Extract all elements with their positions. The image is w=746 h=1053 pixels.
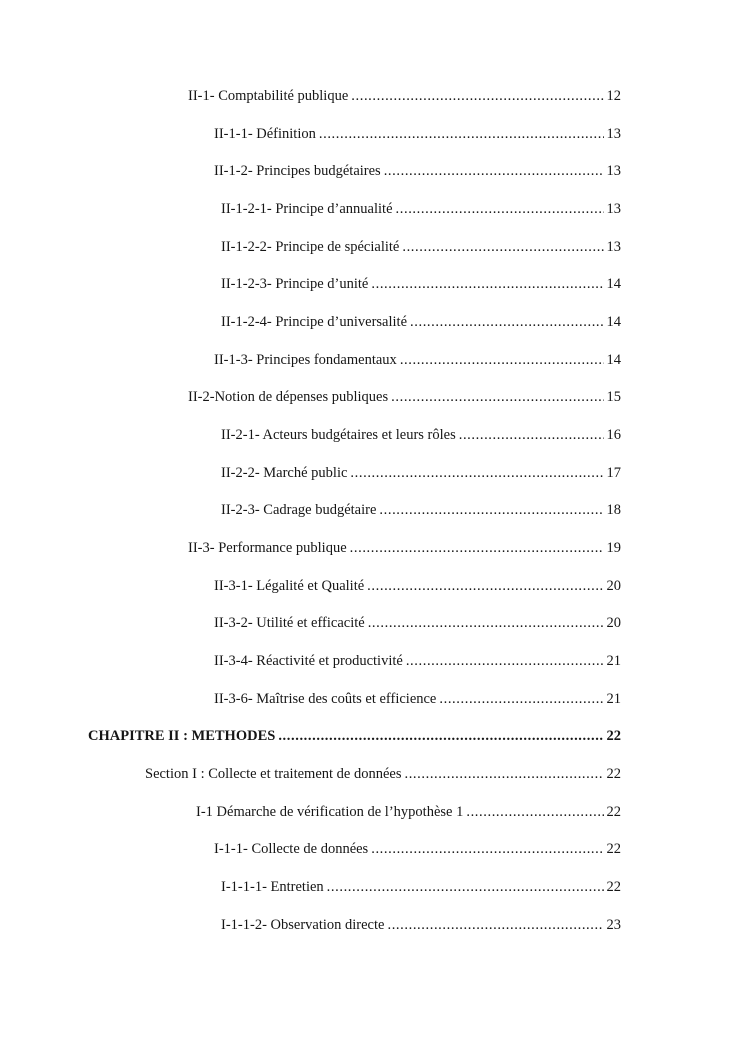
toc-entry[interactable]	[0, 153, 621, 191]
toc-entry-page-number: 13	[606, 125, 621, 142]
toc-entry[interactable]	[0, 530, 621, 568]
toc-entry[interactable]	[0, 191, 621, 229]
toc-entry-label: II-1-2-2- Principe de spécialité	[221, 238, 400, 255]
toc-entry[interactable]	[0, 869, 621, 907]
table-of-contents	[0, 78, 621, 944]
toc-entry-page-number: 12	[606, 88, 621, 104]
toc-entry-page-number: 14	[606, 276, 621, 293]
toc-entry-label: II-2-3- Cadrage budgétaire	[221, 502, 377, 519]
toc-entry-page-number: 17	[606, 464, 621, 481]
toc-entry-label: II-2-1- Acteurs budgétaires et leurs rôles	[221, 427, 456, 444]
toc-entry-page-number: 20	[606, 577, 621, 594]
toc-entry-page-number: 13	[606, 163, 621, 180]
toc-entry[interactable]	[0, 718, 621, 756]
toc-entry-page-number: 21	[606, 653, 621, 670]
toc-entry[interactable]	[0, 605, 621, 643]
toc-leader-dots	[379, 492, 603, 530]
toc-entry[interactable]	[0, 379, 621, 417]
toc-entry[interactable]	[0, 681, 621, 719]
toc-entry-page-number: 15	[606, 389, 621, 406]
toc-leader-dots	[278, 718, 603, 756]
toc-leader-dots	[396, 191, 604, 229]
toc-leader-dots	[384, 153, 604, 191]
toc-leader-dots	[327, 869, 604, 907]
toc-entry-page-number: 21	[606, 690, 621, 707]
toc-entry[interactable]	[0, 342, 621, 380]
toc-entry-label: II-1-2-3- Principe d’unité	[221, 276, 369, 293]
toc-entry-page-number: 13	[606, 238, 621, 255]
toc-entry-label: II-1-2-4- Principe d’universalité	[221, 314, 408, 331]
toc-entry-page-number: 22	[606, 841, 621, 858]
toc-leader-dots	[371, 266, 603, 304]
toc-entry-label: II-1-1- Définition	[214, 125, 316, 142]
toc-entry-label: II-1- Comptabilité publique	[188, 88, 349, 104]
toc-leader-dots	[350, 530, 604, 568]
toc-entry[interactable]	[0, 78, 621, 116]
toc-entry-page-number: 22	[606, 766, 621, 783]
toc-entry-page-number: 19	[606, 540, 621, 557]
toc-leader-dots	[367, 568, 603, 606]
toc-entry-page-number: 14	[606, 314, 621, 331]
toc-entry-label: II-1-3- Principes fondamentaux	[214, 351, 397, 368]
toc-entry-page-number: 22	[606, 728, 621, 745]
toc-entry[interactable]	[0, 492, 621, 530]
toc-entry[interactable]	[0, 756, 621, 794]
toc-entry[interactable]	[0, 417, 621, 455]
toc-entry[interactable]	[0, 266, 621, 304]
toc-entry-label: I-1-1- Collecte de données	[214, 841, 369, 858]
toc-leader-dots	[350, 455, 603, 493]
toc-entry[interactable]	[0, 831, 621, 869]
toc-entry[interactable]	[0, 794, 621, 832]
toc-entry[interactable]	[0, 455, 621, 493]
toc-entry[interactable]	[0, 643, 621, 681]
toc-leader-dots	[402, 229, 603, 267]
toc-entry[interactable]	[0, 304, 621, 342]
toc-entry-page-number: 14	[606, 351, 621, 368]
toc-leader-dots	[439, 681, 603, 719]
toc-entry-label: II-3-2- Utilité et efficacité	[214, 615, 365, 632]
toc-entry-label: II-3- Performance publique	[188, 540, 347, 557]
toc-leader-dots	[400, 342, 604, 380]
toc-entry-label: II-3-1- Légalité et Qualité	[214, 577, 365, 594]
toc-entry-label: II-2-Notion de dépenses publiques	[188, 389, 389, 406]
toc-entry-page-number: 18	[606, 502, 621, 519]
toc-entry-label: II-1-2- Principes budgétaires	[214, 163, 381, 180]
toc-leader-dots	[387, 907, 603, 945]
toc-entry[interactable]	[0, 907, 621, 945]
toc-leader-dots	[459, 417, 604, 455]
toc-entry-label: CHAPITRE II : METHODES	[88, 728, 276, 745]
toc-entry-page-number: 22	[606, 803, 621, 820]
toc-leader-dots	[368, 605, 604, 643]
toc-leader-dots	[351, 78, 603, 116]
toc-entry-page-number: 22	[606, 879, 621, 896]
toc-entry-label: II-2-2- Marché public	[221, 464, 348, 481]
toc-entry-label: II-1-2-1- Principe d’annualité	[221, 201, 393, 218]
toc-entry[interactable]	[0, 229, 621, 267]
toc-entry-page-number: 16	[606, 427, 621, 444]
toc-entry-page-number: 13	[606, 201, 621, 218]
toc-entry-label: I-1 Démarche de vérification de l’hypothèse 1	[196, 803, 464, 820]
toc-entry[interactable]	[0, 568, 621, 606]
toc-entry-page-number: 23	[606, 916, 621, 933]
toc-entry-label: Section I : Collecte et traitement de données	[145, 766, 402, 783]
toc-entry-label: II-3-4- Réactivité et productivité	[214, 653, 403, 670]
toc-leader-dots	[406, 643, 604, 681]
toc-entry-label: I-1-1-2- Observation directe	[221, 916, 385, 933]
toc-leader-dots	[391, 379, 603, 417]
toc-leader-dots	[371, 831, 603, 869]
toc-entry[interactable]	[0, 116, 621, 154]
toc-leader-dots	[319, 116, 604, 154]
toc-leader-dots	[466, 794, 603, 832]
toc-leader-dots	[404, 756, 603, 794]
toc-leader-dots	[410, 304, 603, 342]
toc-entry-label: II-3-6- Maîtrise des coûts et efficience	[214, 690, 437, 707]
toc-entry-label: I-1-1-1- Entretien	[221, 879, 324, 896]
toc-entry-page-number: 20	[606, 615, 621, 632]
